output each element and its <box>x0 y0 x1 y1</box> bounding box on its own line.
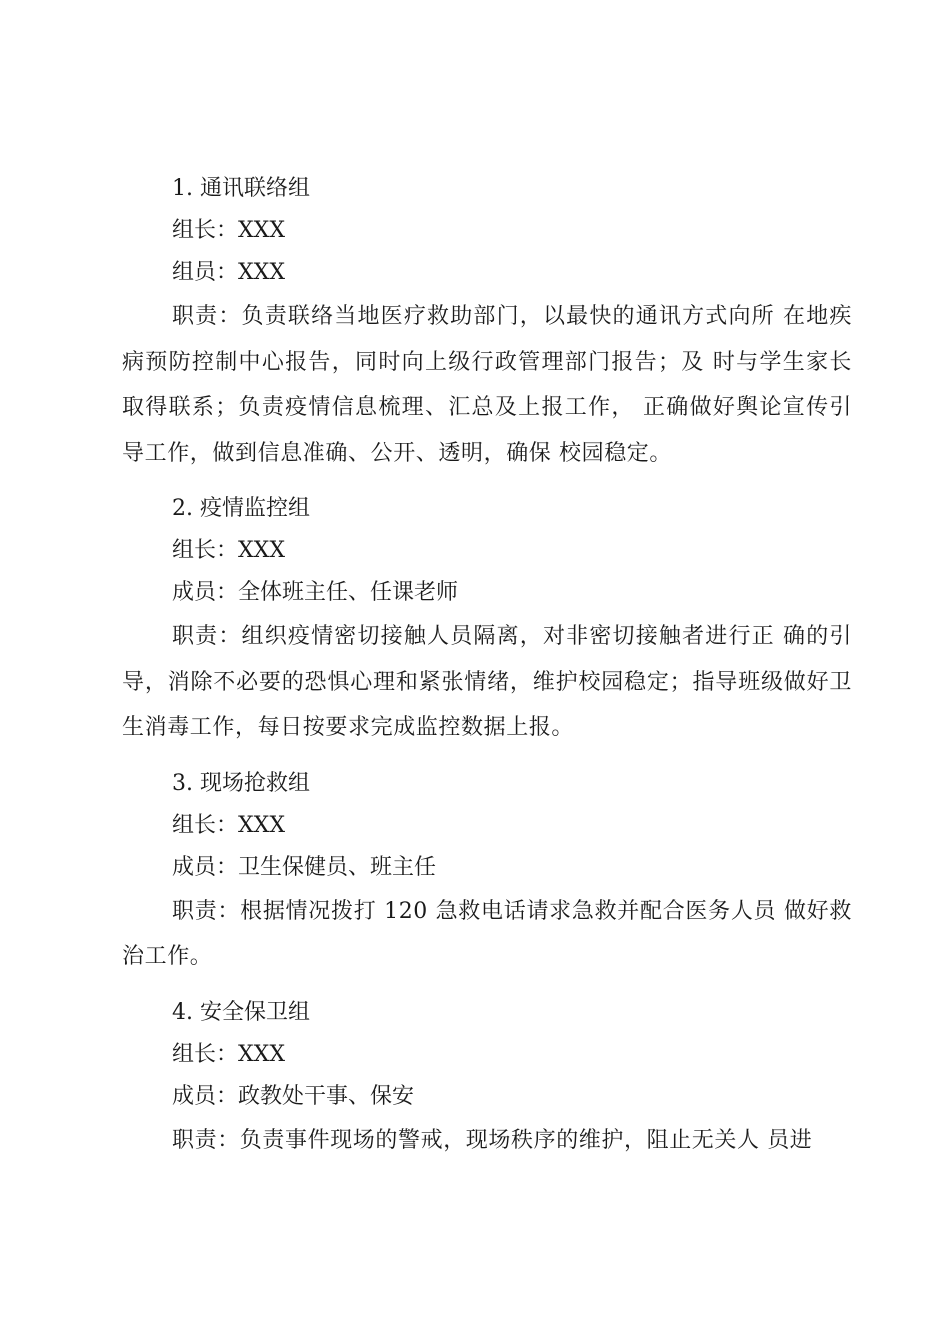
section-communication-group <box>122 168 852 476</box>
section-duty: 职责：负责事件现场的警戒，现场秩序的维护，阻止无关人 员进 <box>172 1127 813 1153</box>
section-leader: 组长：XXX <box>172 812 285 838</box>
document-page <box>122 168 852 1175</box>
section-heading: 3. 现场抢救组 <box>172 770 310 796</box>
section-members: 成员：全体班主任、任课老师 <box>172 580 459 605</box>
section-heading: 2. 疫情监控组 <box>172 496 310 521</box>
section-epidemic-monitoring-group <box>122 488 852 751</box>
section-duty: 职责：负责联络当地医疗救助部门，以最快的通讯方式向所 在地疾病预防控制中心报告，同时向上级行政管理部门报告；及 时与学生家长取得联系；负责疫情信息梳理、汇总及上报工作， 正确做好舆论宣传引导工作，做到信息准确、公开、透明，确保 校园稳定。 <box>122 304 852 466</box>
section-rescue-group <box>122 763 852 980</box>
section-leader: 组长：XXX <box>172 218 285 243</box>
section-members: 组员：XXX <box>172 260 285 285</box>
section-members: 成员：政教处干事、保安 <box>172 1083 415 1109</box>
section-leader: 组长：XXX <box>172 538 285 563</box>
section-heading: 1. 通讯联络组 <box>172 176 310 201</box>
section-leader: 组长：XXX <box>172 1041 285 1067</box>
section-duty: 职责：组织疫情密切接触人员隔离，对非密切接触者进行正 确的引导，消除不必要的恐惧心理和紧张情绪，维护校园稳定；指导班级做好卫生消毒工作，每日按要求完成监控数据上报。 <box>122 624 852 740</box>
section-heading: 4. 安全保卫组 <box>172 999 310 1025</box>
section-members: 成员：卫生保健员、班主任 <box>172 854 437 880</box>
section-duty: 职责：根据情况拨打 120 急救电话请求急救并配合医务人员 做好救治工作。 <box>122 898 852 969</box>
section-security-group <box>122 992 852 1164</box>
